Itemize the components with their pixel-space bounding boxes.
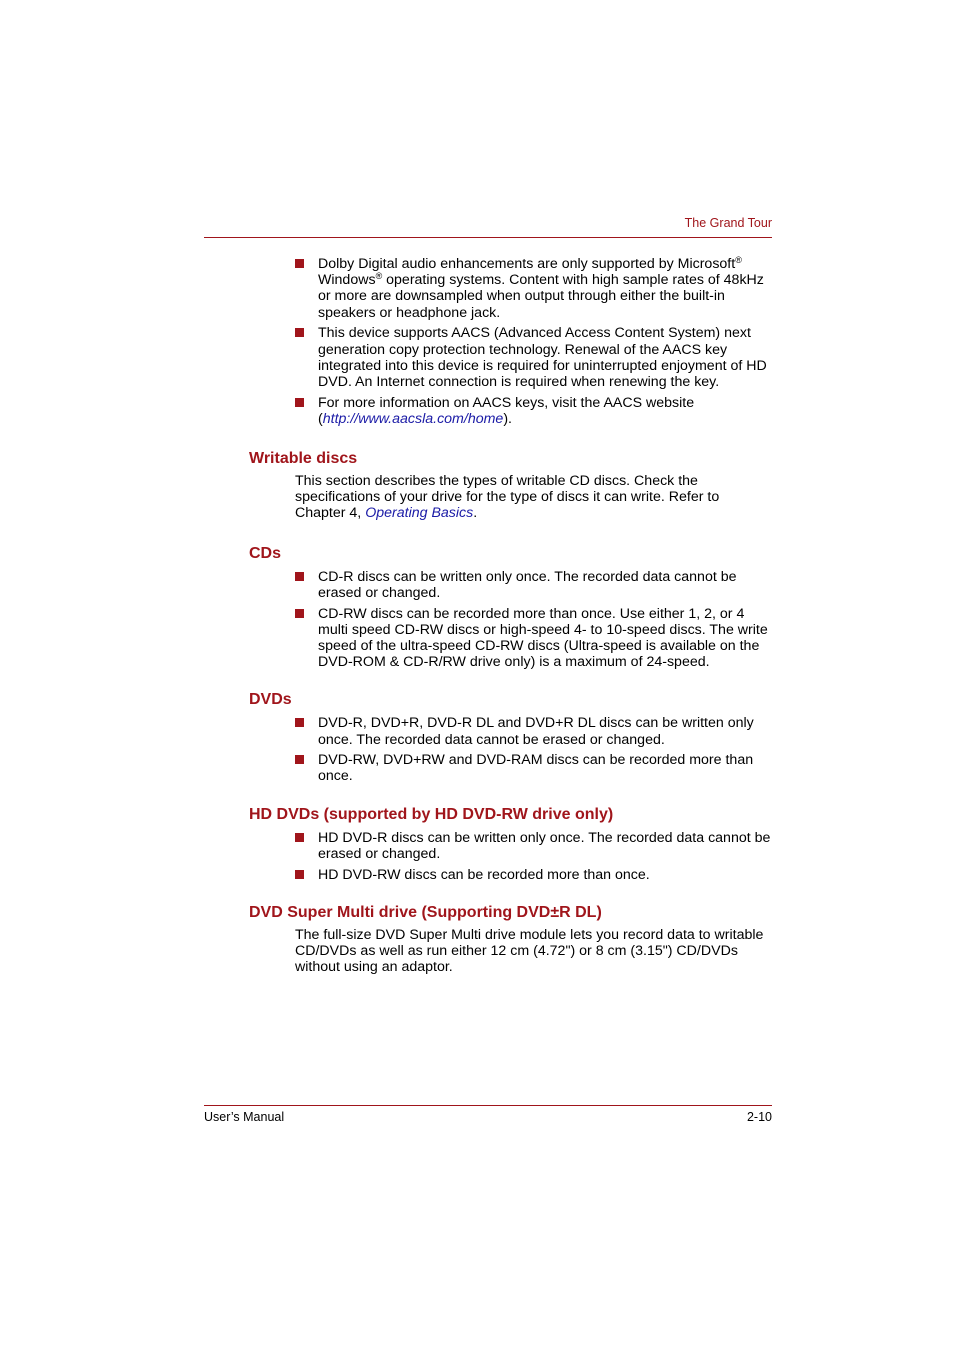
aacs-website-link[interactable]: http://www.aacsla.com/home	[322, 410, 504, 427]
square-bullet-icon	[295, 259, 304, 268]
footer-manual-name: User’s Manual	[204, 1110, 285, 1124]
registered-mark: ®	[375, 271, 383, 282]
list-item	[295, 830, 772, 862]
bullet-text: Dolby Digital audio enhancements are only supported by Microsoft	[318, 256, 736, 272]
square-bullet-icon	[295, 870, 304, 879]
running-header: The Grand Tour	[684, 216, 772, 230]
bullet-text: For more information on AACS keys, visit the AACS website (	[318, 394, 695, 427]
page-content	[249, 256, 772, 975]
paragraph-text: This section describes the types of writable CD discs. Check the specifications of your drive for the type of discs it can write. Refer to Chapter 4,	[295, 473, 720, 522]
section-heading-dvds: DVDs	[249, 691, 292, 709]
list-item	[295, 325, 772, 390]
list-item	[295, 569, 772, 601]
operating-basics-link[interactable]: Operating Basics	[365, 505, 474, 522]
bullet-text: Windows	[318, 272, 376, 289]
list-item	[295, 395, 772, 427]
intro-bullet-list	[249, 256, 772, 427]
dvds-bullet-list	[249, 715, 772, 784]
registered-mark: ®	[735, 255, 742, 265]
square-bullet-icon	[295, 833, 304, 842]
bullet-text: CD-RW discs can be recorded more than once. Use either 1, 2, or 4 multi speed CD-RW discs or high-speed 4- to 10-speed discs. The write speed of the ultra-speed CD-RW discs (Ultra-speed is available on the DVD-ROM & CD-R/RW drive only) is a maximum of 24-speed.	[318, 605, 768, 671]
square-bullet-icon	[295, 398, 304, 407]
list-item	[295, 256, 772, 321]
square-bullet-icon	[295, 609, 304, 618]
footer-page-number: 2-10	[746, 1110, 772, 1124]
header-rule	[204, 237, 772, 238]
bullet-text: operating systems. Content with high sample rates of 48kHz or more are downsampled when output through either the built-in speakers or headphone jack.	[318, 272, 764, 321]
section-heading-cds: CDs	[249, 544, 282, 562]
bullet-text: DVD-R, DVD+R, DVD-R DL and DVD+R DL discs can be written only once. The recorded data cannot be erased or changed.	[318, 715, 754, 748]
list-item	[295, 752, 772, 784]
bullet-text: HD DVD-R discs can be written only once. The recorded data cannot be erased or changed.	[318, 829, 771, 862]
section-heading-writable-discs: Writable discs	[249, 450, 358, 468]
section-heading-dvd-super-multi: DVD Super Multi drive (Supporting DVD±R DL)	[249, 903, 602, 921]
bullet-text: ).	[503, 410, 512, 427]
bullet-text: DVD-RW, DVD+RW and DVD-RAM discs can be recorded more than once.	[318, 752, 754, 785]
square-bullet-icon	[295, 328, 304, 337]
square-bullet-icon	[295, 755, 304, 764]
super-multi-paragraph: The full-size DVD Super Multi drive module lets you record data to writable CD/DVDs as well as run either 12 cm (4.72") or 8 cm (3.15") CD/DVDs without using an adaptor.	[295, 926, 764, 976]
bullet-text: This device supports AACS (Advanced Access Content System) next generation copy protection technology. Renewal of the AACS key integrated into this device is required for uninterrupted enjoyment of HD DVD. An Internet connection is required when renewing the key.	[318, 325, 767, 390]
hd-dvds-bullet-list	[249, 830, 772, 883]
list-item	[295, 867, 772, 883]
square-bullet-icon	[295, 718, 304, 727]
writable-discs-paragraph	[249, 473, 772, 522]
cds-bullet-list	[249, 569, 772, 671]
bullet-text: CD-R discs can be written only once. The recorded data cannot be erased or changed.	[318, 568, 737, 601]
list-item	[295, 606, 772, 671]
square-bullet-icon	[295, 572, 304, 581]
paragraph-text: .	[473, 505, 478, 522]
footer-rule	[204, 1105, 772, 1106]
bullet-text: HD DVD-RW discs can be recorded more than once.	[318, 866, 650, 883]
section-heading-hd-dvds: HD DVDs (supported by HD DVD-RW drive only)	[249, 805, 614, 823]
list-item	[295, 715, 772, 747]
